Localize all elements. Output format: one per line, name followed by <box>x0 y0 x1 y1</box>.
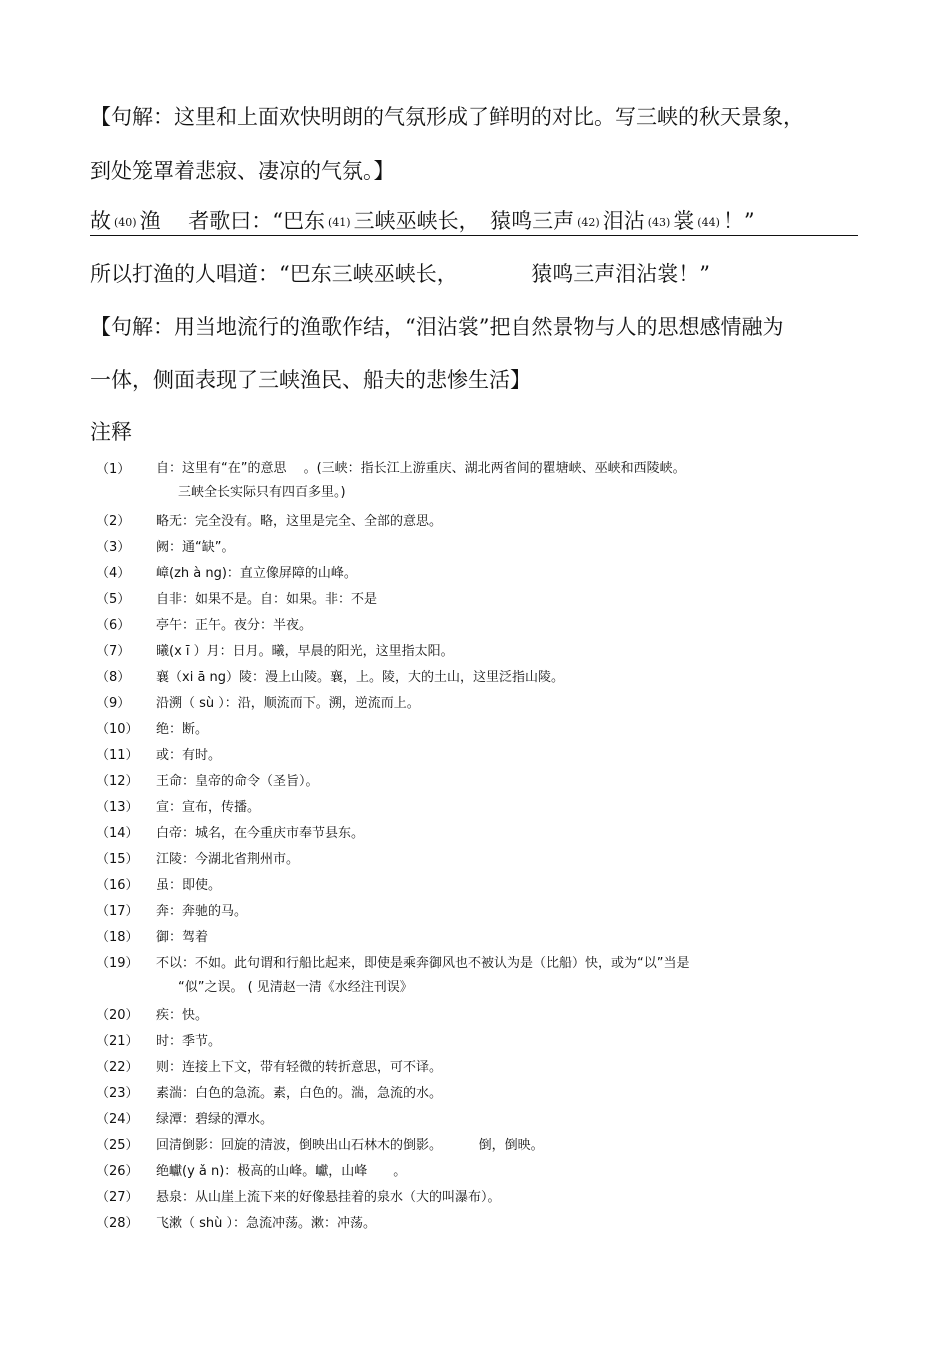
note-number: （10） <box>96 722 139 737</box>
note-number: （11） <box>96 748 139 763</box>
note-text: 御：驾着 <box>156 930 209 945</box>
note-number: （23） <box>96 1086 139 1101</box>
song-text: ！” <box>722 209 755 233</box>
note-item <box>96 458 856 509</box>
note-item <box>96 899 856 925</box>
note-text: 疾：快。 <box>156 1008 209 1023</box>
note-number: （20） <box>96 1008 139 1023</box>
footnote-ref: (44) <box>697 215 720 229</box>
fisherman-song-line <box>90 207 755 237</box>
note-item <box>96 925 856 951</box>
note-text: 襄（xi ā ng）陵：漫上山陵。襄，上。陵，大的土山，这里泛指山陵。 <box>156 670 565 685</box>
song-text: 裳 <box>673 209 695 233</box>
footnote-ref: (40) <box>114 215 137 229</box>
note-number: （9） <box>96 696 131 711</box>
note-number: （3） <box>96 540 131 555</box>
note-text: 回清倒影：回旋的清波，倒映出山石林木的倒影。 倒，倒映。 <box>156 1138 544 1153</box>
note-number: （15） <box>96 852 139 867</box>
note-item <box>96 1159 856 1185</box>
note-text: 自非：如果不是。自：如果。非：不是 <box>156 592 378 607</box>
note-text: 虽：即使。 <box>156 878 222 893</box>
note-item <box>96 587 856 613</box>
note-text: 或：有时。 <box>156 748 222 763</box>
note-number: （21） <box>96 1034 139 1049</box>
footnote-ref: (42) <box>577 215 600 229</box>
note-text: 略无：完全没有。略，这里是完全、全部的意思。 <box>156 514 443 529</box>
note-number: （19） <box>96 956 139 971</box>
note-item <box>96 535 856 561</box>
sentence-analysis-2-line1: 【句解：用当地流行的渔歌作结，“泪沾裳”把自然景物与人的思想感情融为 <box>90 315 784 339</box>
note-number: （22） <box>96 1060 139 1075</box>
note-item <box>96 1211 856 1237</box>
note-item <box>96 951 856 1003</box>
note-number: （25） <box>96 1138 139 1153</box>
note-item <box>96 1003 856 1029</box>
note-number: （13） <box>96 800 139 815</box>
note-number: （2） <box>96 514 131 529</box>
note-item <box>96 769 856 795</box>
note-item <box>96 1107 856 1133</box>
note-item <box>96 1081 856 1107</box>
note-number: （8） <box>96 670 131 685</box>
note-text: 奔：奔驰的马。 <box>156 904 248 919</box>
note-text: 王命：皇帝的命令（圣旨）。 <box>156 774 319 789</box>
note-number: （16） <box>96 878 139 893</box>
note-number: （18） <box>96 930 139 945</box>
sentence-analysis-1-line2: 到处笼罩着悲寂、凄凉的气氛。】 <box>90 159 395 183</box>
note-item <box>96 743 856 769</box>
note-item <box>96 873 856 899</box>
footnote-ref: (43) <box>647 215 671 229</box>
note-text: 悬泉：从山崖上流下来的好像悬挂着的泉水（大的叫瀑布）。 <box>156 1190 501 1205</box>
note-number: （4） <box>96 566 131 581</box>
note-number: （28） <box>96 1216 139 1231</box>
sentence-analysis-1-line1: 【句解：这里和上面欢快明朗的气氛形成了鲜明的对比。写三峡的秋天景象， <box>90 105 804 129</box>
note-item <box>96 1133 856 1159</box>
note-number: （26） <box>96 1164 139 1179</box>
note-text-continued: “似”之误。 ( 见清赵一清《水经注刊误》 <box>178 980 413 995</box>
note-number: （7） <box>96 644 131 659</box>
note-text: 亭午：正午。夜分：半夜。 <box>156 618 313 633</box>
note-number: （5） <box>96 592 131 607</box>
note-text: 自：这里有“在”的意思 。(三峡：指长江上游重庆、湖北两省间的瞿塘峡、巫峡和西陵峡。 <box>156 461 686 476</box>
note-text: 江陵：今湖北省荆州市。 <box>156 852 300 867</box>
sentence-analysis-2-line2: 一体，侧面表现了三峡渔民、船夫的悲惨生活】 <box>90 368 531 392</box>
song-text: 故 <box>90 209 111 233</box>
note-text: 白帝：城名，在今重庆市奉节县东。 <box>156 826 365 841</box>
note-number: （24） <box>96 1112 139 1127</box>
note-item <box>96 691 856 717</box>
note-text: 素湍：白色的急流。素，白色的。湍，急流的水。 <box>156 1086 443 1101</box>
note-number: （17） <box>96 904 139 919</box>
song-text: 泪沾 <box>602 209 645 233</box>
note-number: （14） <box>96 826 139 841</box>
note-text: 曦(x ī ）月：日月。曦，早晨的阳光，这里指太阳。 <box>156 644 454 659</box>
note-item <box>96 1029 856 1055</box>
note-text: 不以：不如。此句谓和行船比起来，即使是乘奔御风也不被认为是（比船）快，或为“以”当是 <box>156 956 690 971</box>
note-item <box>96 639 856 665</box>
translation-line: 所以打渔的人唱道：“巴东三峡巫峡长， 猿鸣三声泪沾裳！” <box>90 262 710 286</box>
note-text-continued: 三峡全长实际只有四百多里。) <box>178 485 346 500</box>
note-text: 嶂(zh à ng)：直立像屏障的山峰。 <box>156 566 357 581</box>
note-text: 时：季节。 <box>156 1034 222 1049</box>
note-text: 则：连接上下文，带有轻微的转折意思，可不译。 <box>156 1060 443 1075</box>
note-text: 绿潭：碧绿的潭水。 <box>156 1112 274 1127</box>
song-text: 三峡巫峡长， 猿鸣三声 <box>353 209 575 233</box>
note-item <box>96 509 856 535</box>
note-text: 绝：断。 <box>156 722 209 737</box>
note-text: 沿溯（ sù ）：沿，顺流而下。溯，逆流而上。 <box>156 696 420 711</box>
note-item <box>96 1055 856 1081</box>
note-number: （27） <box>96 1190 139 1205</box>
note-item <box>96 613 856 639</box>
note-item <box>96 665 856 691</box>
notes-heading: 注释 <box>90 420 132 444</box>
note-number: （1） <box>96 462 131 477</box>
note-text: 绝巘(y ǎ n)：极高的山峰。巘，山峰 。 <box>156 1164 407 1179</box>
footnote-ref: (41) <box>328 215 351 229</box>
note-text: 宣：宣布，传播。 <box>156 800 261 815</box>
note-text: 阙：通“缺”。 <box>156 540 235 555</box>
note-text: 飞漱（ shù ）：急流冲荡。漱：冲荡。 <box>156 1216 377 1231</box>
song-text: 渔 者歌曰：“巴东 <box>139 209 326 233</box>
note-number: （12） <box>96 774 139 789</box>
notes-list <box>96 458 856 1237</box>
note-item <box>96 821 856 847</box>
underline-rule <box>90 235 858 236</box>
note-item <box>96 795 856 821</box>
note-item <box>96 561 856 587</box>
note-number: （6） <box>96 618 131 633</box>
note-item <box>96 1185 856 1211</box>
note-item <box>96 847 856 873</box>
note-item <box>96 717 856 743</box>
